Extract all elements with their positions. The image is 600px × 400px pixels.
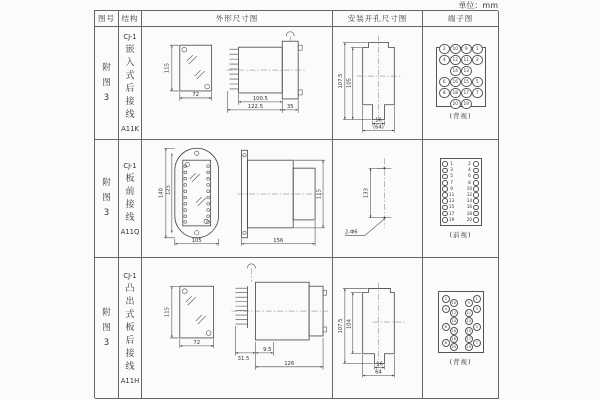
r3-dim-stud-length: 31.5 xyxy=(237,355,250,362)
r2-side-view xyxy=(237,150,325,245)
r2-cutout-cell xyxy=(333,140,423,258)
r3-dim-slot-width: 16 xyxy=(376,361,383,368)
r2-cutout-drawing xyxy=(333,140,422,257)
r3-cutout-drawing xyxy=(333,258,422,398)
terminal-pin: 8 xyxy=(439,88,450,99)
r1-dim-front-height: 115 xyxy=(164,62,171,73)
terminal-pin: 19 xyxy=(465,343,474,352)
r1-dim-flange-depth: 35 xyxy=(286,103,294,110)
terminal-pin: 14 xyxy=(450,66,461,77)
r1-dim-slot-width: 16 xyxy=(375,117,382,124)
dimension-table xyxy=(94,10,498,398)
r3-cutout-cell xyxy=(333,258,423,399)
r3-front-view xyxy=(164,286,213,348)
r1-dim-total-length: 122.5 xyxy=(247,103,263,110)
r1-dim-opening-width: (64) xyxy=(373,123,384,130)
terminal-pin: 1 xyxy=(472,44,483,55)
terminal-pin: 2 xyxy=(442,295,451,304)
terminal-pin: 6 xyxy=(468,173,471,179)
terminal-pin: 5 xyxy=(473,323,482,332)
r2-figure-no: 附图3 xyxy=(102,178,111,218)
r1-terminal-box xyxy=(436,47,486,107)
r3-figure-cell xyxy=(95,258,119,399)
r1-cutout-cell xyxy=(333,27,423,140)
terminal-pin-hole xyxy=(473,192,479,198)
terminal-spacer xyxy=(472,66,481,75)
terminal-pin: 10 xyxy=(450,44,461,55)
r3-series: CJ-1 xyxy=(123,271,137,280)
terminal-pin: 10 xyxy=(450,299,459,308)
r2-dim-body-length: 156 xyxy=(273,237,284,244)
r2-terminal-cell xyxy=(423,140,499,258)
col-header-structure: 结构 xyxy=(119,11,142,27)
terminal-pin: 11 xyxy=(461,55,472,66)
terminal-pin: 18 xyxy=(450,88,461,99)
terminal-pin: 16 xyxy=(466,204,473,210)
r2-outline-drawing xyxy=(142,140,332,257)
terminal-pin: 5 xyxy=(472,77,483,88)
col-header-figure: 图号 xyxy=(95,11,119,27)
terminal-pin: 15 xyxy=(448,204,455,210)
terminal-pin-hole xyxy=(473,161,479,167)
terminal-pin: 4 xyxy=(439,55,450,66)
r2-holes-note: 2-Φ6 xyxy=(344,229,358,236)
r1-structure-cell xyxy=(119,27,142,140)
terminal-pin: 13 xyxy=(461,66,472,77)
r3-dim-opening-width: 64 xyxy=(375,369,382,376)
col-header-outline: 外形尺寸图 xyxy=(142,11,333,27)
terminal-pin: 15 xyxy=(461,77,472,88)
terminal-pin: 2 xyxy=(439,44,450,55)
r1-cutout-drawing xyxy=(333,27,422,140)
r1-figure-cell xyxy=(95,27,119,140)
terminal-pin: 14 xyxy=(450,317,459,326)
r1-dim-front-width: 72 xyxy=(192,91,200,98)
r2-figure-cell xyxy=(95,140,119,258)
terminal-pin: 19 xyxy=(448,216,455,222)
terminal-pin: 3 xyxy=(472,55,483,66)
terminal-pin: 18 xyxy=(450,335,459,344)
r1-dim-body-length: 100.5 xyxy=(252,95,268,102)
unit-label: 单位：mm xyxy=(458,1,498,10)
terminal-pin: 6 xyxy=(442,323,451,332)
r3-outline-cell xyxy=(142,258,333,399)
terminal-pin: 8 xyxy=(442,339,451,348)
terminal-pin-hole xyxy=(473,211,479,217)
terminal-pin: 15 xyxy=(465,327,474,336)
r3-dim-front-width: 72 xyxy=(193,339,201,346)
terminal-pin: 7 xyxy=(472,88,483,99)
terminal-pin: 18 xyxy=(466,210,473,216)
r1-outline-drawing xyxy=(142,27,332,140)
terminal-pin: 7 xyxy=(473,339,482,348)
terminal-pin: 9 xyxy=(465,299,474,308)
r3-model: A11H xyxy=(120,376,140,385)
r1-series: CJ-1 xyxy=(123,33,137,41)
r2-front-view xyxy=(158,148,218,245)
terminal-pin: 11 xyxy=(448,191,455,197)
r1-dim-cutout-outer: 107.5 xyxy=(337,73,344,89)
r3-dim-body-length: 126 xyxy=(284,360,295,367)
r2-terminal-box xyxy=(440,158,482,226)
r2-dim-hole-spacing: 125 xyxy=(165,185,172,196)
terminal-pin: 20 xyxy=(450,343,459,352)
r3-terminal-cell xyxy=(423,258,499,399)
terminal-pin: 16 xyxy=(450,327,459,336)
terminal-spacer xyxy=(439,99,448,108)
terminal-pin: 12 xyxy=(466,191,473,197)
terminal-pin: 5 xyxy=(450,173,453,179)
r2-dim-front-width: 105 xyxy=(191,237,202,244)
r3-dim-panel-gap: 9.5 xyxy=(263,346,272,353)
terminal-pin: 11 xyxy=(465,309,474,318)
terminal-pin: 12 xyxy=(450,55,461,66)
terminal-pin: 3 xyxy=(473,305,482,314)
r1-front-view xyxy=(164,45,211,101)
terminal-pin: 9 xyxy=(461,44,472,55)
r2-dim-body-height: 115 xyxy=(316,188,323,200)
terminal-pin: 20 xyxy=(450,99,461,110)
terminal-pin: 7 xyxy=(450,179,453,185)
terminal-pin: 14 xyxy=(466,198,473,204)
r1-mount-desc: 嵌入式后接线 xyxy=(125,45,135,120)
col-header-cutout: 安装开孔尺寸图 xyxy=(333,11,423,27)
terminal-pin: 10 xyxy=(466,185,473,191)
terminal-spacer xyxy=(472,99,481,108)
r1-outline-cell xyxy=(142,27,333,140)
terminal-pin: 13 xyxy=(465,317,474,326)
r3-figure-no: 附图3 xyxy=(102,307,111,348)
terminal-pin-hole xyxy=(473,168,479,174)
terminal-pin: 12 xyxy=(450,309,459,318)
terminal-pin: 16 xyxy=(450,77,461,88)
col-header-terminal: 端子图 xyxy=(423,11,499,27)
terminal-pin: 1 xyxy=(450,161,453,167)
terminal-pin: 17 xyxy=(465,335,474,344)
r1-dim-cutout-inner: 105 xyxy=(346,77,353,88)
r2-terminal-view-label: (前视) xyxy=(449,231,472,239)
r2-dim-outer-height: 140 xyxy=(158,187,165,199)
r2-mount-desc: 板前接线 xyxy=(125,173,135,223)
terminal-pin: 17 xyxy=(448,210,455,216)
terminal-pin: 20 xyxy=(466,216,473,222)
terminal-spacer xyxy=(439,66,448,75)
terminal-pin: 4 xyxy=(468,167,471,173)
terminal-pin-hole xyxy=(473,174,479,180)
r1-model: A11K xyxy=(121,125,139,133)
r1-terminal-cell xyxy=(423,27,499,140)
r2-model: A11Q xyxy=(120,227,140,236)
terminal-pin-hole xyxy=(473,180,479,186)
r2-series: CJ-1 xyxy=(123,161,137,170)
terminal-pin: 6 xyxy=(439,77,450,88)
terminal-pin-hole xyxy=(473,217,479,223)
terminal-pin-hole xyxy=(473,186,479,192)
r1-side-view xyxy=(227,31,307,112)
terminal-pin: 19 xyxy=(461,99,472,110)
terminal-pin: 3 xyxy=(450,167,453,173)
terminal-pin: 1 xyxy=(473,295,482,304)
terminal-pin: 9 xyxy=(450,185,453,191)
terminal-pin: 17 xyxy=(461,88,472,99)
r3-side-view xyxy=(232,264,328,370)
r3-dim-cutout-inner: 104 xyxy=(346,319,353,330)
terminal-pin-hole xyxy=(473,198,479,204)
terminal-pin: 4 xyxy=(442,305,451,314)
r3-structure-cell xyxy=(119,258,142,399)
r3-terminal-box xyxy=(438,291,484,353)
r3-outline-drawing xyxy=(142,258,332,398)
r2-outline-cell xyxy=(142,140,333,258)
r2-structure-cell xyxy=(119,140,142,258)
r1-figure-no: 附图3 xyxy=(102,62,111,103)
r3-terminal-view-label: (背视) xyxy=(449,357,472,366)
terminal-pin-hole xyxy=(473,205,479,211)
r3-dim-cutout-outer: 107.5 xyxy=(337,318,344,334)
terminal-pin: 13 xyxy=(448,198,455,204)
r3-dim-front-height: 115 xyxy=(164,307,171,318)
terminal-pin: 8 xyxy=(468,179,471,185)
r1-terminal-view-label: (背视) xyxy=(449,111,472,120)
terminal-pin: 2 xyxy=(468,161,471,167)
r3-mount-desc: 凸出式板后接线 xyxy=(125,283,135,372)
r2-dim-hole-spacing2: 133 xyxy=(363,188,370,199)
